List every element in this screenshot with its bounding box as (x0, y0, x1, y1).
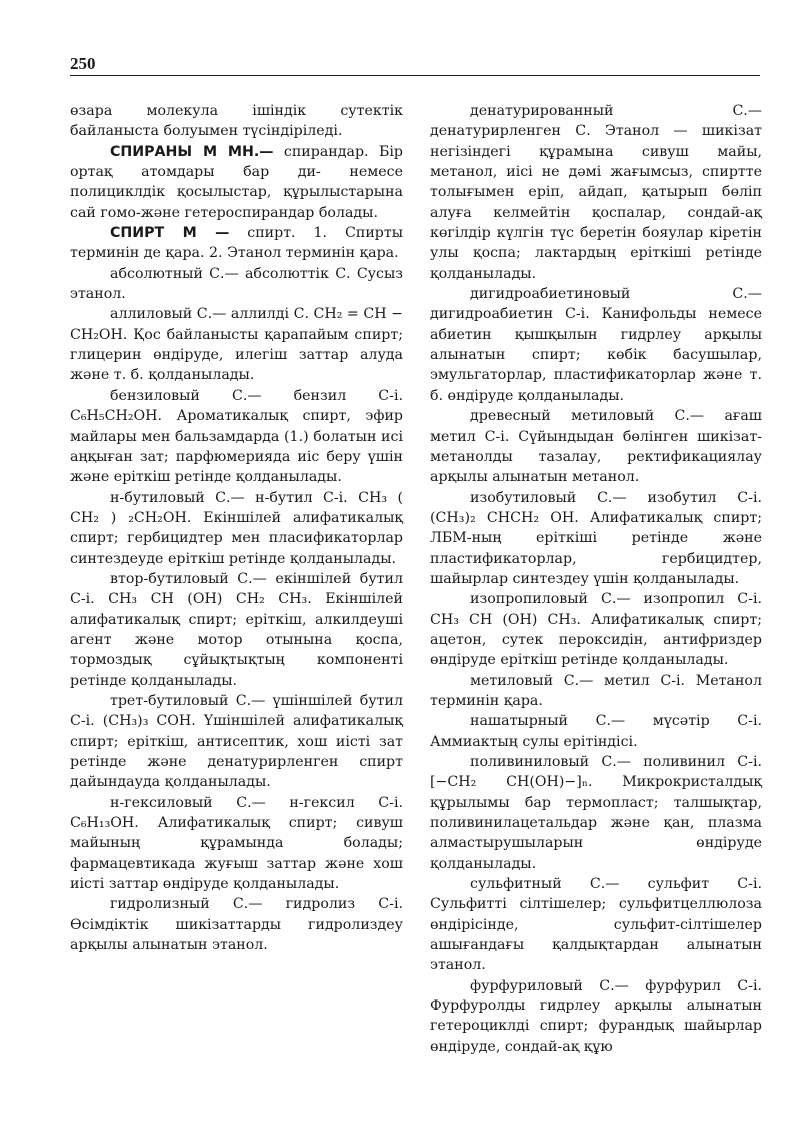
dictionary-entry (70, 264, 403, 305)
entry-text: денатурированный С.— денатурирленген С. Этанол — шикізат негізіндегі құрамына сивуш майы, метанол, иісі не дәмі жағымсыз, спиртте толығымен еріп, айдап, қатырып бөліп алуға келмейтін қоспалар, сондай-ақ көгілдір күлгін түс беретін бояулар кіретін улы қоспа; лактардың еріткіші ретінде қолданылады. (430, 103, 762, 282)
dictionary-entry (430, 406, 762, 487)
entry-text: изопропиловый С.— изопропил С-і. CH₃ CH (OH) CH₃. Алифатикалық спирт; ацетон, сутек пероксидін, антифриздер өндіруде еріткіш ретінде қолданылады. (430, 591, 762, 669)
dictionary-entry (430, 284, 762, 406)
entry-text: метиловый С.— метил С-і. Метанол терминін қара. (430, 672, 762, 709)
dictionary-entry (430, 976, 762, 1057)
dictionary-entry (430, 711, 762, 752)
entry-text: аллиловый С.— аллилді С. CH₂ = CH − CH₂OH. Қос байланысты қарапайым спирт; глицерин өндіруде, илегіш заттар алуда және т. б. қолданылады. (70, 306, 403, 384)
entry-text: изобутиловый С.— изобутил С-і. (CH₃)₂ CHCH₂ OH. Алифатикалық спирт; ЛБМ-ның еріткіші ретінде және пластификаторлар, гербицидтер, шайырлар синтездеу үшін қолданылады. (430, 489, 762, 587)
entry-headword: СПИРАНЫ М МН.— (110, 143, 274, 160)
dictionary-entry (70, 569, 403, 691)
entry-text: дигидроабиетиновый С.— дигидроабиетин С-і. Канифольды немесе абиетин қышқылын гидрлеу арқылы алынатын спирт; көбік басушылар, эмульгаторлар, пластификаторлар және т. б. өндіруде қолданылады. (430, 286, 762, 404)
dictionary-entry (430, 874, 762, 976)
dictionary-entry (70, 488, 403, 569)
page-number: 250 (70, 54, 96, 73)
dictionary-entry (70, 223, 403, 264)
entry-text: поливиниловый С.— поливинил С-і. [−CH₂ CH(OH)−]ₙ. Микрокристалдық құрылымы бар термопласт; талшықтар, поливинилацетальдар және қан, плазма алмастырушыларын өндіруде қолданылады. (430, 754, 762, 872)
dictionary-entry (430, 589, 762, 670)
dictionary-entry (70, 691, 403, 793)
entry-text: сульфитный С.— сульфит С-і. Сульфитті сілтішелер; сульфитцеллюлоза өндірісінде, сульфит-сілтішелер ашығандағы қалдықтардан алынатын этанол. (430, 876, 762, 974)
entry-text: втор-бутиловый С.— екіншілей бутил С-і. CH₃ CH (OH) CH₂ CH₃. Екіншілей алифатикалық спирт; еріткіш, алкилдеуші агент және мотор отынына қоспа, тормоздық сұйықтықтың компоненті ретінде қолданылады. (70, 570, 403, 689)
entry-text: трет-бутиловый С.— үшіншілей бутил С-і. (CH₃)₃ COH. Үшіншілей алифатикалық спирт; еріткіш, антисептик, хош иісті зат ретінде және денатурирленген спирт дайындауда қолданылады. (70, 692, 403, 791)
entry-headword: СПИРТ М — (110, 225, 230, 242)
entry-text: фурфуриловый С.— фурфурил С-і. Фурфуролды гидрлеу арқылы алынатын гетероциклді спирт; фурандық шайырлар өндіруде, сондай-ақ құю (430, 977, 762, 1055)
left-column (70, 101, 403, 955)
dictionary-entry (70, 304, 403, 385)
right-column (430, 101, 762, 1057)
dictionary-entry (70, 793, 403, 895)
dictionary-entry (70, 142, 403, 223)
entry-text: абсолютный С.— абсолюттік С. Сусыз этанол. (70, 265, 403, 303)
entry-text: нашатырный С.— мүсәтір С-і. Аммиактың сулы ерітіндісі. (430, 713, 762, 750)
dictionary-entry (430, 752, 762, 874)
entry-text: бензиловый С.— бензил С-і. C₆H₅CH₂OH. Ароматикалық спирт, эфир майлары мен бальзамдарда (1.) болатын исі аңқыған зат; парфюмерияда иіс беру үшін және еріткіш ретінде қолданылады. (70, 387, 403, 486)
dictionary-entry (70, 101, 403, 142)
entry-text: гидролизный С.— гидролиз С-і. Өсімдіктік шикізаттарды гидролиздеу арқылы алынатын этанол. (70, 896, 403, 954)
dictionary-entry (70, 894, 403, 955)
header-rule (70, 75, 760, 76)
dictionary-entry (70, 386, 403, 488)
entry-text: спирт. 1. Спирты терминін де қара. 2. Этанол терминін қара. (70, 225, 403, 262)
entry-text: өзара молекула ішіндік сутектік байланыста болуымен түсіндіріледі. (70, 103, 403, 140)
dictionary-entry (430, 671, 762, 712)
entry-text: спирандар. Бір ортақ атомдары бар ди- немесе полициклдік қосылыстар, құрылыстарына сай гомо-және гетероспирандар болады. (70, 143, 403, 221)
entry-text: н-гексиловый С.— н-гексил С-і. C₆H₁₃OH. Алифатикалық спирт; сивуш майының құрамында болады; фармацевтикада жуғыш заттар және хош иісті заттар өндіруде қолданылады. (70, 794, 403, 893)
dictionary-entry (430, 101, 762, 284)
dictionary-entry (430, 488, 762, 590)
entry-text: н-бутиловый С.— н-бутил С-і. CH₃ ( CH₂ ) ₂CH₂OH. Екіншілей алифатикалық спирт; гербицидтер мен пласификаторлар синтездеуде еріткіш ретінде қолданылады. (70, 489, 403, 567)
entry-text: древесный метиловый С.— ағаш метил С-і. Сүйындыдан бөлінген шикізат-метанолды тазалау, ректификациялау арқылы алынатын метанол. (430, 408, 762, 486)
